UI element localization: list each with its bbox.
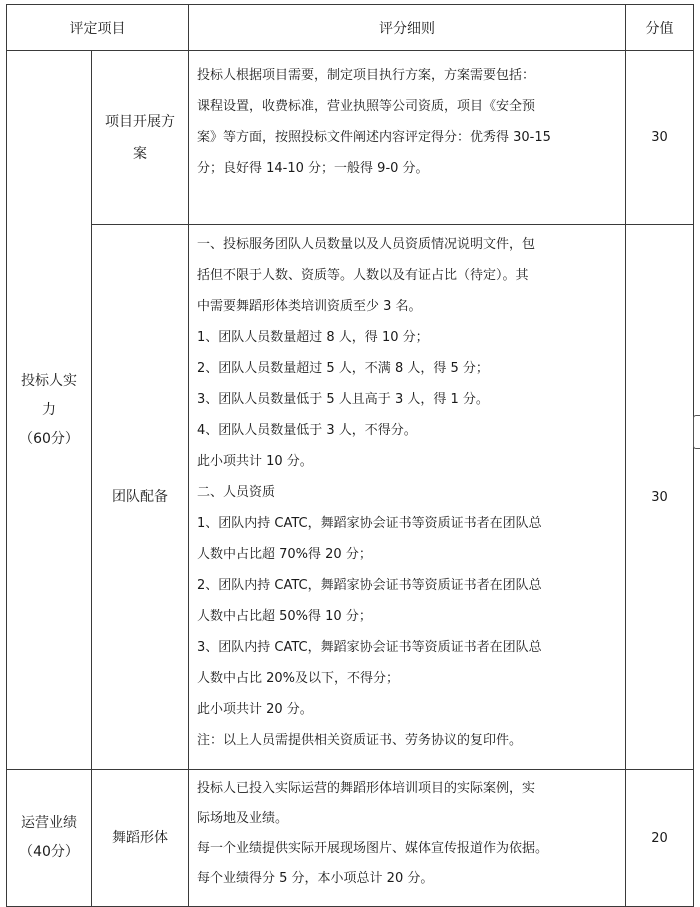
category-line: （40分） bbox=[19, 844, 79, 860]
detail-line: 1、团队人员数量超过 8 人，得 10 分； bbox=[197, 330, 429, 345]
detail-line: 2、团队人员数量超过 5 人，不满 8 人，得 5 分； bbox=[197, 361, 489, 376]
subitem-cell bbox=[92, 51, 189, 225]
detail-line: 投标人已投入实际运营的舞蹈形体培训项目的实际案例，实 bbox=[197, 781, 536, 796]
table-row bbox=[7, 770, 694, 907]
side-tab-marker bbox=[693, 415, 700, 449]
table-row bbox=[7, 225, 694, 770]
header-score: 分值 bbox=[626, 5, 694, 51]
detail-line: 3、团队内持 CATC，舞蹈家协会证书等资质证书者在团队总 bbox=[197, 640, 542, 655]
detail-line: 1、团队内持 CATC，舞蹈家协会证书等资质证书者在团队总 bbox=[197, 516, 542, 531]
detail-cell bbox=[189, 770, 626, 907]
header-row bbox=[7, 5, 694, 51]
detail-line: 此小项共计 20 分。 bbox=[197, 702, 313, 717]
detail-line: 3、团队人员数量低于 5 人且高于 3 人，得 1 分。 bbox=[197, 392, 489, 407]
detail-cell bbox=[189, 51, 626, 225]
scoring-table bbox=[6, 4, 694, 907]
detail-line: 中需要舞蹈形体类培训资质至少 3 名。 bbox=[197, 299, 422, 314]
score-cell: 30 bbox=[626, 225, 694, 770]
detail-line: 此小项共计 10 分。 bbox=[197, 454, 313, 469]
detail-line: 案》等方面，按照投标文件阐述内容评定得分：优秀得 30-15 bbox=[197, 130, 551, 145]
detail-line: 人数中占比超 50%得 10 分； bbox=[197, 609, 372, 624]
subitem-line: 舞蹈形体 bbox=[112, 830, 168, 846]
subitem-line: 团队配备 bbox=[112, 489, 168, 505]
score-cell: 20 bbox=[626, 770, 694, 907]
detail-line: 人数中占比 20%及以下，不得分； bbox=[197, 671, 400, 686]
detail-line: 际场地及业绩。 bbox=[197, 811, 289, 826]
category-line: 运营业绩 bbox=[21, 815, 77, 831]
detail-line: 二、人员资质 bbox=[197, 485, 276, 500]
detail-line: 2、团队内持 CATC，舞蹈家协会证书等资质证书者在团队总 bbox=[197, 578, 542, 593]
category-line: （60分） bbox=[19, 430, 79, 447]
detail-cell bbox=[189, 225, 626, 770]
detail-line: 括但不限于人数、资质等。人数以及有证占比（待定）。其 bbox=[197, 268, 529, 283]
header-detail: 评分细则 bbox=[189, 5, 626, 51]
table-row bbox=[7, 51, 694, 225]
category-line: 力 bbox=[42, 401, 56, 418]
category-cell bbox=[7, 770, 92, 907]
subitem-line: 项目开展方 bbox=[105, 113, 175, 130]
subitem-cell bbox=[92, 225, 189, 770]
detail-line: 每个业绩得分 5 分，本小项总计 20 分。 bbox=[197, 871, 434, 886]
detail-line: 人数中占比超 70%得 20 分； bbox=[197, 547, 372, 562]
detail-line: 每一个业绩提供实际开展现场图片、媒体宣传报道作为依据。 bbox=[197, 841, 549, 856]
detail-line: 投标人根据项目需要，制定项目执行方案，方案需要包括： bbox=[197, 68, 536, 83]
category-line: 投标人实 bbox=[21, 372, 77, 389]
detail-line: 注：以上人员需提供相关资质证书、劳务协议的复印件。 bbox=[197, 733, 523, 748]
category-cell bbox=[7, 51, 92, 770]
subitem-cell bbox=[92, 770, 189, 907]
header-item: 评定项目 bbox=[7, 5, 189, 51]
detail-line: 4、团队人员数量低于 3 人，不得分。 bbox=[197, 423, 417, 438]
score-cell: 30 bbox=[626, 51, 694, 225]
detail-line: 课程设置，收费标准，营业执照等公司资质，项目《安全预 bbox=[197, 99, 536, 114]
detail-line: 分；良好得 14-10 分；一般得 9-0 分。 bbox=[197, 161, 429, 176]
detail-line: 一、投标服务团队人员数量以及人员资质情况说明文件，包 bbox=[197, 237, 536, 252]
subitem-line: 案 bbox=[133, 145, 147, 162]
